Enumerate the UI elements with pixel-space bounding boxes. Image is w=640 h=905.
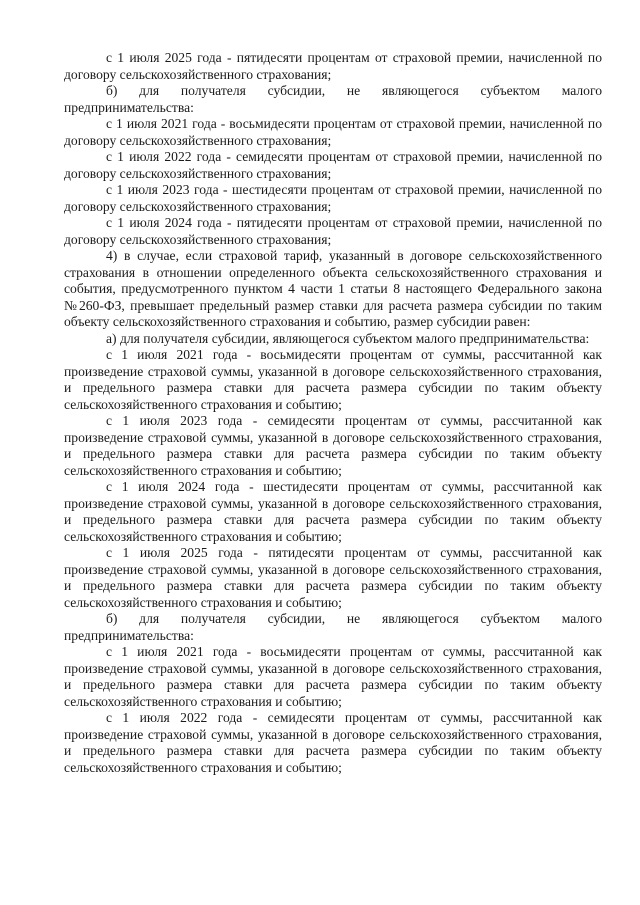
- paragraph-2024-premium: с 1 июля 2024 года - пятидесяти процентам от страховой премии, начисленной по договору сельскохозяйственного страхования;: [64, 215, 602, 247]
- paragraph-b-not-small-business: б) для получателя субсидии, не являющегося субъектом малого предпринимательства:: [64, 83, 602, 115]
- paragraph-2023-premium: с 1 июля 2023 года - шестидесяти процентам от страховой премии, начисленной по договору сельскохозяйственного страхования;: [64, 182, 602, 214]
- paragraph-item-4: 4) в случае, если страховой тариф, указанный в договоре сельскохозяйственного страхования в отношении определенного объекта сельскохозяйственного страхования и события, предусмотренного пунктом 4 части 1 статьи 8 настоящего Федерального закона №260-ФЗ, превышает предельный размер ставки для расчета размера субсидии по таким объекту сельскохозяйственного страхования и событию, размер субсидии равен:: [64, 248, 602, 329]
- paragraph-2025-sum-small: с 1 июля 2025 года - пятидесяти процентам от суммы, рассчитанной как произведение страховой суммы, указанной в договоре сельскохозяйственного страхования, и предельного размера ставки для расчета размера субсидии по таким объекту сельскохозяйственного страхования и событию;: [64, 545, 602, 610]
- paragraph-2024-sum-small: с 1 июля 2024 года - шестидесяти процентам от суммы, рассчитанной как произведение страховой суммы, указанной в договоре сельскохозяйственного страхования, и предельного размера ставки для расчета размера субсидии по таким объекту сельскохозяйственного страхования и событию;: [64, 479, 602, 544]
- paragraph-2025-premium: с 1 июля 2025 года - пятидесяти процентам от страховой премии, начисленной по договору сельскохозяйственного страхования;: [64, 50, 602, 82]
- paragraph-a-small-business: а) для получателя субсидии, являющегося субъектом малого предпринимательства:: [106, 330, 590, 346]
- paragraph-2021-premium: с 1 июля 2021 года - восьмидесяти процентам от страховой премии, начисленной по договору сельскохозяйственного страхования;: [64, 116, 602, 148]
- paragraph-2021-sum-large: с 1 июля 2021 года - восьмидесяти процентам от суммы, рассчитанной как произведение страховой суммы, указанной в договоре сельскохозяйственного страхования, и предельного размера ставки для расчета размера субсидии по таким объекту сельскохозяйственного страхования и событию;: [64, 644, 602, 709]
- paragraph-2022-premium: с 1 июля 2022 года - семидесяти процентам от страховой премии, начисленной по договору сельскохозяйственного страхования;: [64, 149, 602, 181]
- paragraph-2022-sum-large: с 1 июля 2022 года - семидесяти процентам от суммы, рассчитанной как произведение страховой суммы, указанной в договоре сельскохозяйственного страхования, и предельного размера ставки для расчета размера субсидии по таким объекту сельскохозяйственного страхования и событию;: [64, 710, 602, 775]
- document-page: [64, 50, 602, 776]
- paragraph-2021-sum-small: с 1 июля 2021 года - восьмидесяти процентам от суммы, рассчитанной как произведение страховой суммы, указанной в договоре сельскохозяйственного страхования, и предельного размера ставки для расчета размера субсидии по таким объекту сельскохозяйственного страхования и событию;: [64, 347, 602, 412]
- paragraph-b-not-small-business-2: б) для получателя субсидии, не являющегося субъектом малого предпринимательства:: [64, 611, 602, 643]
- paragraph-2023-sum-small: с 1 июля 2023 года - семидесяти процентам от суммы, рассчитанной как произведение страховой суммы, указанной в договоре сельскохозяйственного страхования, и предельного размера ставки для расчета размера субсидии по таким объекту сельскохозяйственного страхования и событию;: [64, 413, 602, 478]
